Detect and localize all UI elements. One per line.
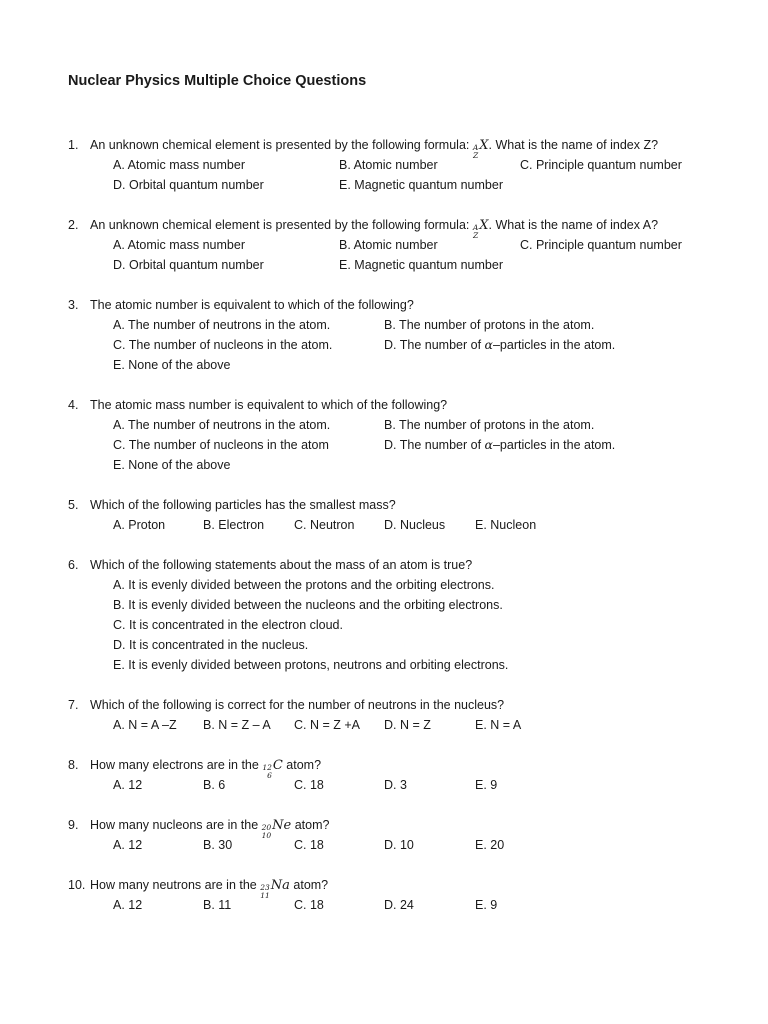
question-line [0,135,768,160]
question-5 [0,495,768,535]
answer-option: B. The number of protons in the atom. [384,318,595,332]
answer-row [0,255,768,275]
answer-option: C. The number of nucleons in the atom [113,438,329,452]
answer-option: B. N = Z – A [203,718,271,732]
answer-option: B. 6 [203,778,226,792]
question-text-pre: An unknown chemical element is presented by the following formula: [90,138,473,152]
answer-row [0,715,768,735]
question-text-pre: Which of the following particles has the smallest mass? [90,498,396,512]
question-text [90,295,414,315]
question-line [0,395,768,415]
answer-option: C. 18 [294,838,324,852]
answer-option: A. Atomic mass number [113,158,245,172]
nuclide-atomic-number: 6 [267,770,272,780]
nuclide-symbol: X [479,138,489,153]
answer-option: D. 24 [384,898,414,912]
answer-option: A. Proton [113,518,166,532]
question-line [0,295,768,315]
question-8 [0,755,768,795]
question-2 [0,215,768,275]
answer-row [0,335,768,355]
answer-row [0,355,768,375]
answer-option: D. 3 [384,778,407,792]
question-line [0,875,768,900]
answer-row [0,635,768,655]
answer-option: E. None of the above [113,358,231,372]
answer-row [0,835,768,855]
question-number: 9. [68,818,79,832]
answer-option: E. Magnetic quantum number [339,178,503,192]
answer-option: C. 18 [294,898,324,912]
answer-row [0,435,768,455]
question-text-pre: The atomic number is equivalent to which of the following? [90,298,414,312]
question-line [0,695,768,715]
nuclide-atomic-number: 10 [261,830,272,840]
answer-option: C. Principle quantum number [520,158,682,172]
answer-option: C. It is concentrated in the electron cloud. [113,618,343,632]
answer-option: A. Atomic mass number [113,238,245,252]
question-text-pre: How many nucleons are in the [90,818,262,832]
answer-option: E. Nucleon [475,518,537,532]
answer-option: C. Principle quantum number [520,238,682,252]
question-text-pre: Which of the following is correct for the number of neutrons in the nucleus? [90,698,505,712]
question-text [90,395,447,415]
answer-option: E. Magnetic quantum number [339,258,503,272]
nuclide-symbol: X [479,218,489,233]
answer-option: E. It is evenly divided between protons, neutrons and orbiting electrons. [113,658,509,672]
nuclide-mass-number: A [472,143,479,152]
nuclide-symbol: Ne [272,818,292,833]
nuclide-atomic-number: Z [473,230,479,240]
answer-option: D. The number of α–particles in the atom. [384,437,616,452]
question-number: 5. [68,498,79,512]
answer-option: D. 10 [384,838,414,852]
answer-option: E. 20 [475,838,505,852]
answer-option: C. The number of nucleons in the atom. [113,338,333,352]
question-number: 2. [68,218,79,232]
answer-row [0,575,768,595]
answer-row [0,175,768,195]
question-1 [0,135,768,195]
question-number: 7. [68,698,79,712]
nuclide-mass-number: 20 [261,823,272,832]
answer-row [0,895,768,915]
question-text-pre: How many electrons are in the [90,758,263,772]
question-line [0,755,768,780]
question-line [0,815,768,840]
answer-option: A. N = A –Z [113,718,177,732]
answer-option: A. 12 [113,838,143,852]
answer-option: B. Atomic number [339,158,438,172]
answer-option: D. Orbital quantum number [113,258,264,272]
question-number: 4. [68,398,79,412]
answer-option: B. The number of protons in the atom. [384,418,595,432]
answer-option: A. It is evenly divided between the protons and the orbiting electrons. [113,578,495,592]
question-text [90,695,504,715]
answer-option: A. The number of neutrons in the atom. [113,418,331,432]
alpha-symbol: α [484,437,493,452]
answer-row [0,615,768,635]
answer-option: B. Electron [203,518,265,532]
question-number: 3. [68,298,79,312]
answer-row [0,455,768,475]
answer-option: B. 30 [203,838,233,852]
question-text [90,555,472,575]
nuclide-atomic-number: 11 [260,890,270,900]
question-text-post: . What is the name of index A? [488,218,659,232]
question-number: 8. [68,758,79,772]
answer-row [0,515,768,535]
answer-option: E. N = A [475,718,522,732]
nuclide-mass-number: 23 [260,883,270,892]
answer-option: D. N = Z [384,718,431,732]
answer-option: A. 12 [113,898,143,912]
question-10 [0,875,768,915]
answer-option: D. The number of α–particles in the atom. [384,337,616,352]
answer-option: B. It is evenly divided between the nucleons and the orbiting electrons. [113,598,503,612]
question-text-pre: How many neutrons are in the [90,878,261,892]
question-text-post: atom? [289,878,329,892]
question-line [0,495,768,515]
answer-row [0,235,768,255]
question-text-post: . What is the name of index Z? [488,138,659,152]
nuclide-symbol: C [272,758,283,773]
question-line [0,555,768,575]
answer-option: C. 18 [294,778,324,792]
answer-option: C. N = Z +A [294,718,360,732]
page-title: Nuclear Physics Multiple Choice Questions [68,73,367,89]
answer-option: C. Neutron [294,518,355,532]
question-number: 10. [68,878,86,892]
answer-option: E. None of the above [113,458,231,472]
answer-option: D. Orbital quantum number [113,178,264,192]
question-line [0,215,768,240]
answer-row [0,415,768,435]
answer-row [0,155,768,175]
question-text-pre: An unknown chemical element is presented by the following formula: [90,218,473,232]
question-text-pre: The atomic mass number is equivalent to which of the following? [90,398,448,412]
question-number: 6. [68,558,79,572]
nuclide-mass-number: A [472,223,479,232]
answer-row [0,595,768,615]
answer-row [0,655,768,675]
question-text [90,495,396,515]
answer-option: D. Nucleus [384,518,446,532]
nuclide-symbol: Na [270,878,290,893]
question-number: 1. [68,138,79,152]
question-text-post: atom? [291,818,330,832]
answer-option: E. 9 [475,898,498,912]
answer-option: A. The number of neutrons in the atom. [113,318,331,332]
question-9 [0,815,768,855]
question-text-post: atom? [282,758,322,772]
answer-option: D. It is concentrated in the nucleus. [113,638,309,652]
nuclide-atomic-number: Z [473,150,479,160]
answer-option: B. 11 [203,898,232,912]
question-7 [0,695,768,735]
answer-row [0,775,768,795]
answer-option: E. 9 [475,778,498,792]
nuclide-mass-number: 12 [262,763,272,772]
question-6 [0,555,768,675]
question-4 [0,395,768,475]
answer-row [0,315,768,335]
alpha-symbol: α [484,337,493,352]
answer-option: B. Atomic number [339,238,438,252]
question-text-pre: Which of the following statements about the mass of an atom is true? [90,558,473,572]
answer-option: A. 12 [113,778,143,792]
question-3 [0,295,768,375]
